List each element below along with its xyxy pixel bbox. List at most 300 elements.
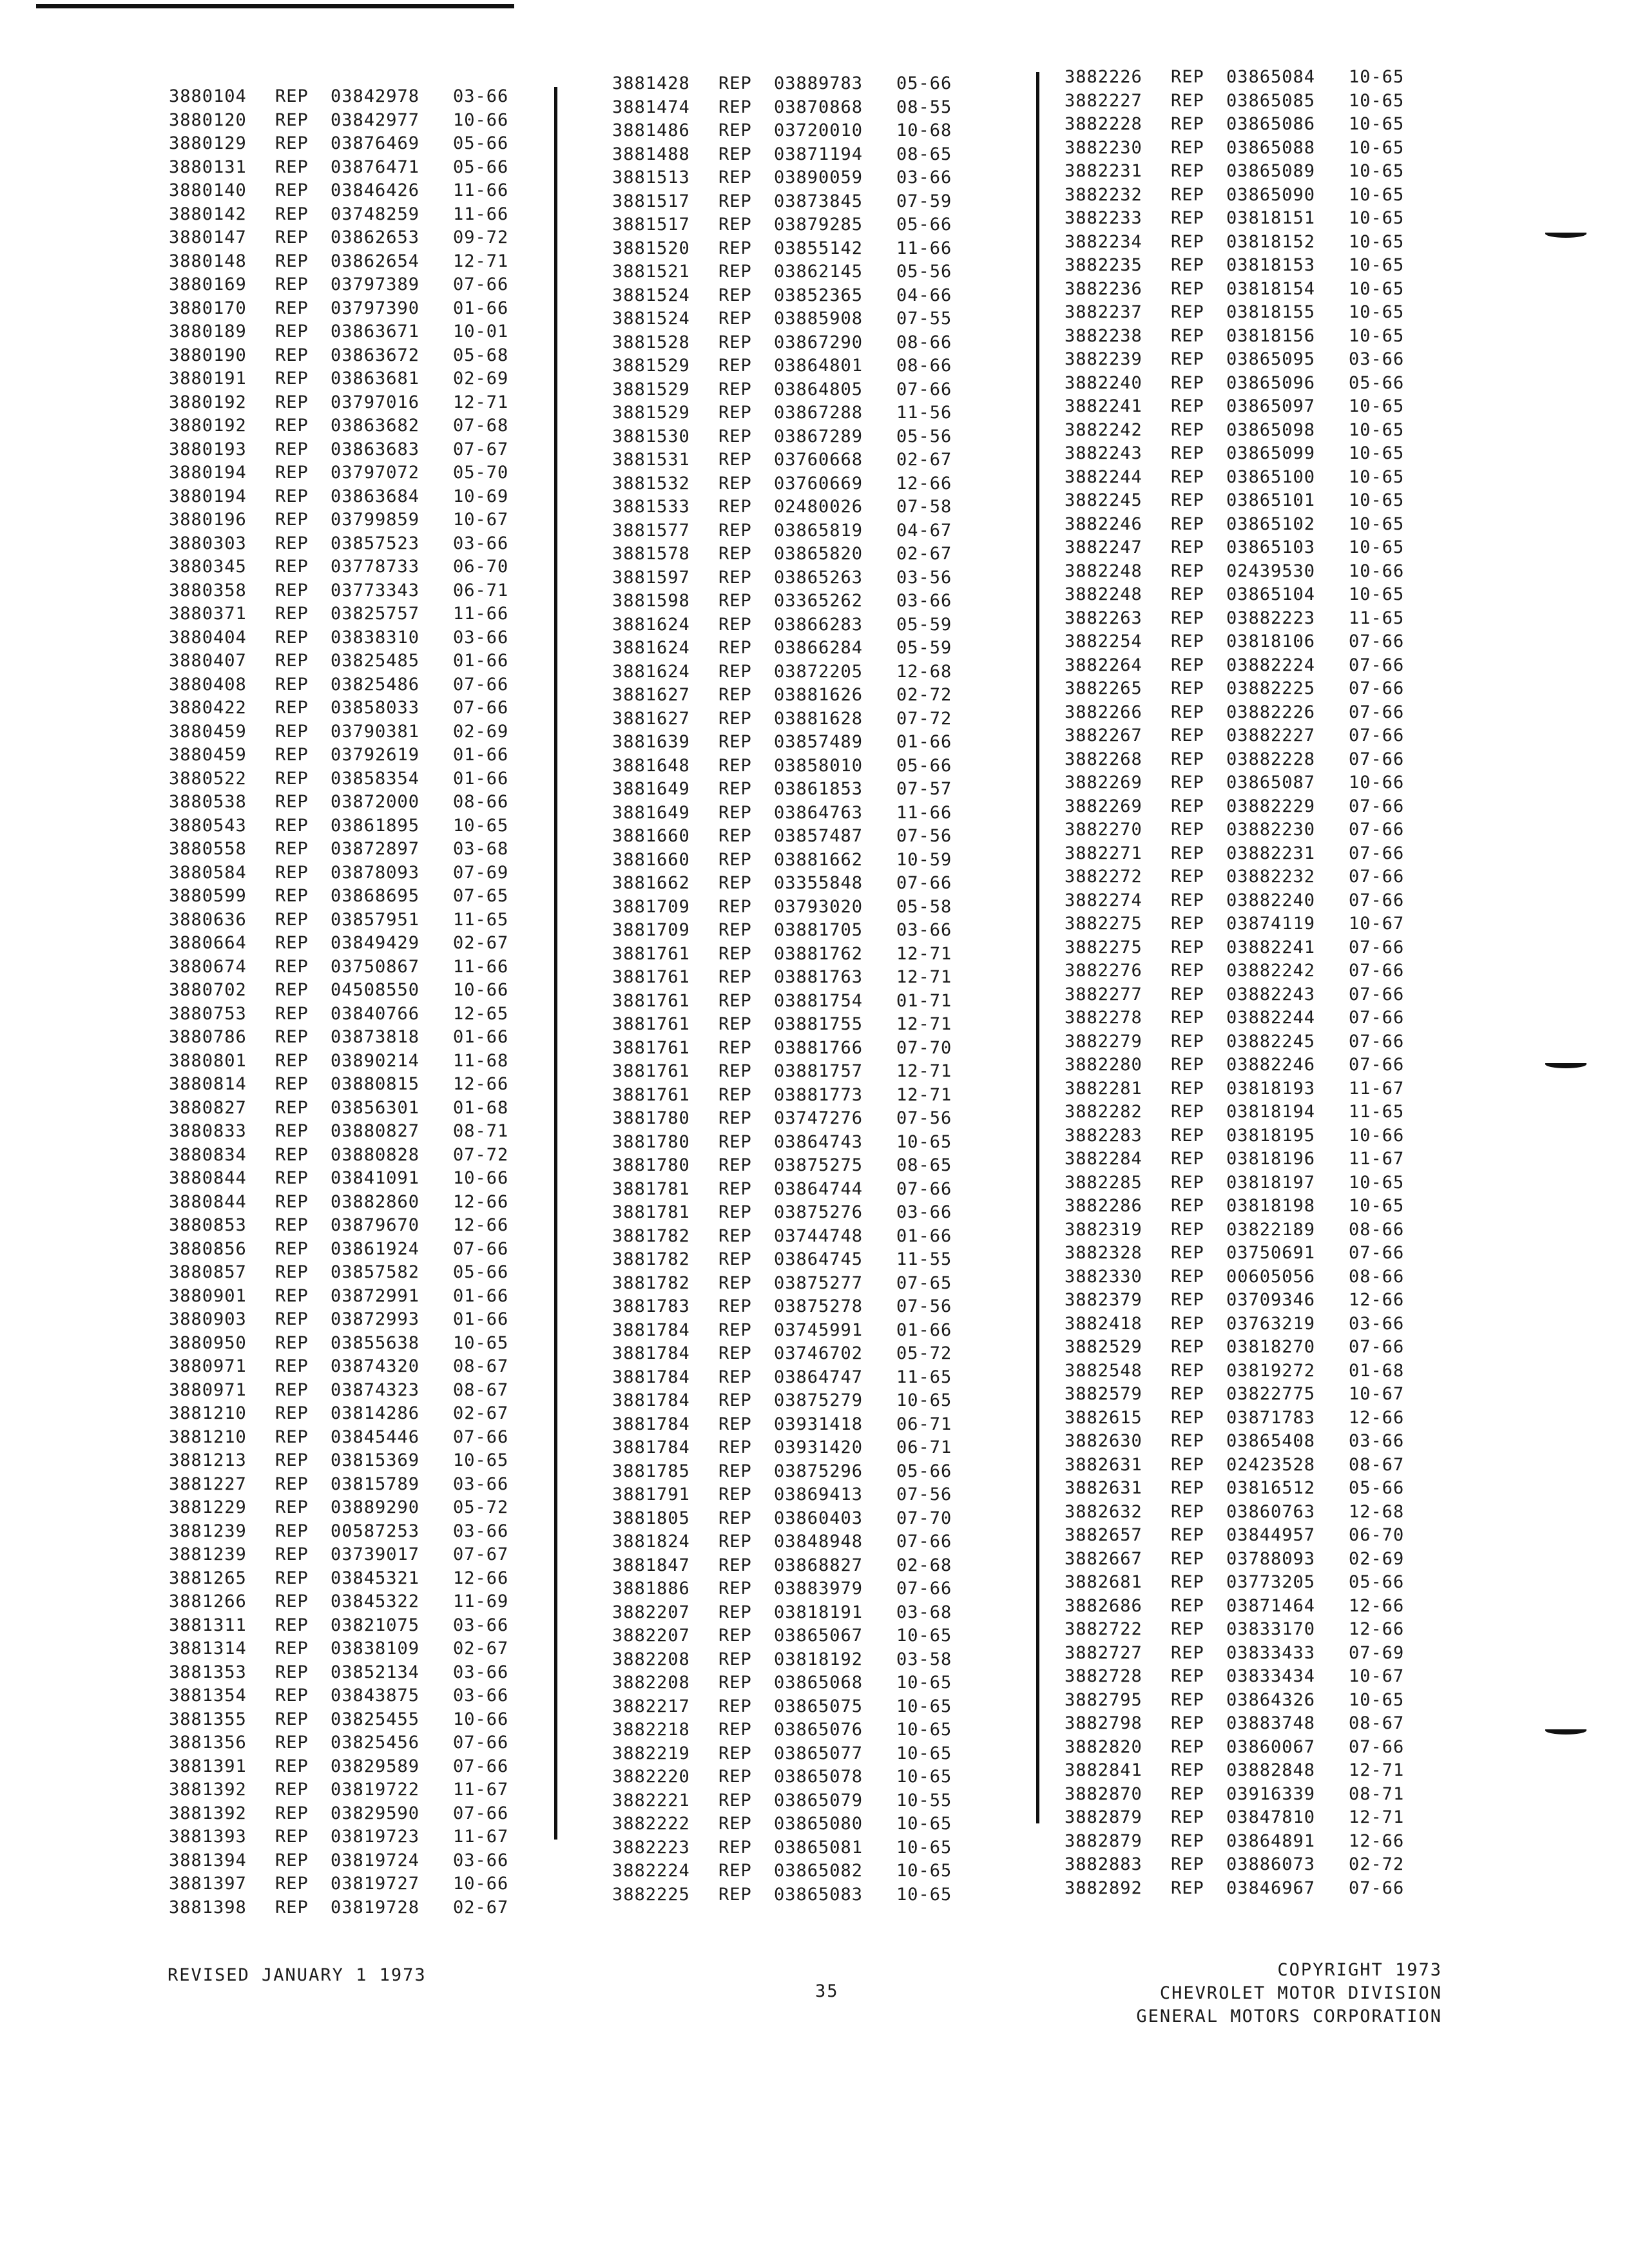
rep-code: REP: [1171, 1572, 1204, 1592]
date-code: 07-55: [896, 309, 952, 329]
rep-code: REP: [1171, 678, 1204, 698]
rep-code: REP: [718, 120, 752, 140]
part-row: [169, 1449, 524, 1473]
part-number: 3882217: [612, 1696, 690, 1716]
rep-code: REP: [718, 1626, 752, 1646]
rep-code: REP: [275, 1027, 309, 1047]
punch-mark: [1545, 233, 1586, 238]
replacement-number: 03750867: [331, 956, 420, 977]
rep-code: REP: [275, 463, 309, 483]
part-row: [1065, 254, 1420, 278]
date-code: 07-66: [896, 873, 952, 893]
replacement-number: 03882243: [1226, 984, 1316, 1004]
part-number: 3881393: [169, 1827, 247, 1847]
date-code: 05-70: [453, 463, 509, 483]
part-number: 3880584: [169, 862, 247, 883]
part-number: 3880844: [169, 1168, 247, 1188]
rep-code: REP: [718, 1649, 752, 1669]
part-number: 3882681: [1065, 1572, 1142, 1592]
date-code: 07-66: [1349, 749, 1405, 769]
part-number: 3882279: [1065, 1031, 1142, 1052]
part-number: 3881524: [612, 285, 690, 305]
part-number: 3880801: [169, 1050, 247, 1071]
date-code: 07-66: [1349, 1055, 1405, 1075]
part-number: 3881624: [612, 614, 690, 635]
part-row: [1065, 184, 1420, 207]
replacement-number: 03865082: [774, 1861, 863, 1881]
part-number: 3881520: [612, 238, 690, 258]
replacement-number: 03815369: [331, 1450, 420, 1470]
part-row: [612, 213, 967, 237]
rep-code: REP: [275, 1427, 309, 1447]
replacement-number: 03833170: [1226, 1619, 1316, 1639]
replacement-number: 03819724: [331, 1850, 420, 1870]
part-number: 3881311: [169, 1615, 247, 1635]
part-row: [1065, 513, 1420, 537]
part-number: 3882579: [1065, 1384, 1142, 1404]
part-number: 3881239: [169, 1521, 247, 1541]
rep-code: REP: [1171, 749, 1204, 769]
replacement-number: 03773343: [331, 580, 420, 601]
part-row: [1065, 583, 1420, 607]
part-number: 3882283: [1065, 1125, 1142, 1146]
rep-code: REP: [275, 1379, 309, 1400]
replacement-number: 03825485: [331, 651, 420, 671]
part-row: [612, 990, 967, 1014]
date-code: 01-66: [453, 298, 509, 318]
date-code: 12-66: [1349, 1831, 1405, 1851]
rep-code: REP: [275, 86, 309, 106]
part-row: [1065, 1360, 1420, 1383]
replacement-number: 03863682: [331, 416, 420, 436]
part-number: 3880903: [169, 1309, 247, 1329]
date-code: 04-67: [896, 520, 952, 541]
part-row: [1065, 325, 1420, 349]
part-number: 3881660: [612, 826, 690, 846]
rep-code: REP: [1171, 208, 1204, 228]
part-number: 3882221: [612, 1790, 690, 1811]
part-number: 3882272: [1065, 867, 1142, 887]
date-code: 07-66: [1349, 820, 1405, 840]
date-code: 07-69: [453, 862, 509, 883]
part-row: [169, 1073, 524, 1097]
replacement-number: 03916339: [1226, 1783, 1316, 1804]
punch-mark: [1545, 1063, 1586, 1068]
rep-code: REP: [718, 168, 752, 187]
rep-code: REP: [275, 1356, 309, 1376]
date-code: 03-66: [896, 1202, 952, 1222]
date-code: 07-66: [1349, 1878, 1405, 1898]
part-number: 3881761: [612, 943, 690, 964]
part-row: [612, 896, 967, 919]
date-code: 09-72: [453, 227, 509, 247]
date-code: 12-65: [453, 1003, 509, 1024]
date-code: 07-66: [453, 274, 509, 294]
rep-code: REP: [275, 1521, 309, 1541]
rep-code: REP: [1171, 90, 1204, 111]
replacement-number: 03879285: [774, 215, 863, 235]
part-number: 3880148: [169, 251, 247, 271]
rep-code: REP: [275, 604, 309, 624]
date-code: 07-66: [1349, 961, 1405, 981]
date-code: 03-66: [453, 86, 509, 106]
part-row: [612, 72, 967, 96]
rep-code: REP: [718, 1790, 752, 1811]
revised-date: REVISED JANUARY 1 1973: [168, 1965, 427, 1985]
rep-code: REP: [275, 1285, 309, 1306]
date-code: 11-66: [896, 238, 952, 258]
date-code: 12-66: [1349, 1595, 1405, 1616]
replacement-number: 03882230: [1226, 820, 1316, 840]
replacement-number: 03825456: [331, 1733, 420, 1753]
rep-code: REP: [718, 1720, 752, 1740]
replacement-number: 03797072: [331, 463, 420, 483]
date-code: 10-65: [1349, 1196, 1405, 1216]
date-code: 07-66: [1349, 1337, 1405, 1357]
rep-code: REP: [275, 1403, 309, 1423]
part-row: [612, 1577, 967, 1601]
replacement-number: 03841091: [331, 1168, 420, 1188]
part-row: [1065, 771, 1420, 795]
part-row: [612, 1154, 967, 1178]
part-row: [169, 1849, 524, 1873]
rep-code: REP: [275, 392, 309, 412]
rep-code: REP: [718, 943, 752, 964]
replacement-number: 03819722: [331, 1780, 420, 1800]
part-row: [612, 1131, 967, 1155]
replacement-number: 03874323: [331, 1379, 420, 1400]
part-row: [169, 1120, 524, 1144]
rep-code: REP: [718, 1861, 752, 1881]
replacement-number: 03864891: [1226, 1831, 1316, 1851]
date-code: 12-66: [896, 473, 952, 494]
part-number: 3880459: [169, 745, 247, 765]
part-row: [169, 1567, 524, 1591]
part-number: 3881529: [612, 356, 690, 376]
part-number: 3880522: [169, 768, 247, 789]
part-row: [169, 649, 524, 673]
date-code: 03-66: [453, 1521, 509, 1541]
replacement-number: 03871464: [1226, 1595, 1316, 1616]
part-row: [169, 1684, 524, 1708]
part-row: [169, 1144, 524, 1168]
part-number: 3882264: [1065, 655, 1142, 675]
part-number: 3882234: [1065, 231, 1142, 252]
part-number: 3881709: [612, 896, 690, 917]
date-code: 10-65: [1349, 466, 1405, 487]
date-code: 07-59: [896, 191, 952, 211]
part-number: 3882892: [1065, 1878, 1142, 1898]
rep-code: REP: [275, 439, 309, 459]
replacement-number: 03799859: [331, 510, 420, 530]
part-number: 3881578: [612, 544, 690, 564]
replacement-number: 03819723: [331, 1827, 420, 1847]
part-row: [612, 1836, 967, 1860]
replacement-number: 03861895: [331, 815, 420, 836]
replacement-number: 03865090: [1226, 184, 1316, 205]
part-number: 3882232: [1065, 184, 1142, 205]
date-code: 12-66: [453, 1074, 509, 1094]
rep-code: REP: [718, 1673, 752, 1693]
replacement-number: 03866283: [774, 614, 863, 635]
rep-code: REP: [1171, 1454, 1204, 1475]
replacement-number: 03864743: [774, 1131, 863, 1152]
rep-code: REP: [718, 779, 752, 799]
date-code: 11-56: [896, 403, 952, 423]
rep-code: REP: [275, 180, 309, 200]
replacement-number: 03746702: [774, 1343, 863, 1363]
rep-code: REP: [1171, 255, 1204, 275]
replacement-number: 03886073: [1226, 1854, 1316, 1874]
rep-code: REP: [1171, 443, 1204, 463]
part-row: [169, 838, 524, 861]
replacement-number: 00587253: [331, 1521, 420, 1541]
date-code: 07-66: [1349, 1008, 1405, 1028]
part-number: 3880371: [169, 604, 247, 624]
part-number: 3881784: [612, 1390, 690, 1410]
part-number: 3882722: [1065, 1619, 1142, 1639]
date-code: 05-68: [453, 345, 509, 365]
part-number: 3882883: [1065, 1854, 1142, 1874]
replacement-number: 03862145: [774, 262, 863, 282]
part-number: 3882870: [1065, 1783, 1142, 1804]
part-row: [169, 602, 524, 626]
date-code: 11-66: [453, 956, 509, 977]
rep-code: REP: [1171, 1595, 1204, 1616]
rep-code: REP: [275, 980, 309, 1000]
date-code: 05-66: [896, 755, 952, 776]
rep-code: REP: [718, 755, 752, 776]
replacement-number: 03822775: [1226, 1384, 1316, 1404]
rep-code: REP: [275, 1850, 309, 1870]
date-code: 07-66: [453, 698, 509, 718]
part-number: 3882270: [1065, 820, 1142, 840]
rep-code: REP: [275, 1827, 309, 1847]
replacement-number: 03883748: [1226, 1713, 1316, 1733]
rep-code: REP: [718, 1320, 752, 1340]
part-row: [1065, 1712, 1420, 1736]
part-row: [169, 1097, 524, 1120]
replacement-number: 03845321: [331, 1568, 420, 1588]
rep-code: REP: [275, 1497, 309, 1517]
date-code: 11-65: [1349, 1102, 1405, 1122]
part-number: 3880358: [169, 580, 247, 601]
rep-code: REP: [1171, 1243, 1204, 1263]
part-row: [1065, 1006, 1420, 1030]
part-number: 3882227: [1065, 90, 1142, 111]
part-row: [1065, 113, 1420, 137]
rep-code: REP: [718, 1108, 752, 1128]
part-number: 3882207: [612, 1602, 690, 1622]
part-row: [612, 1295, 967, 1319]
part-number: 3880702: [169, 980, 247, 1000]
replacement-number: 00605056: [1226, 1266, 1316, 1287]
part-number: 3881791: [612, 1485, 690, 1504]
rep-code: REP: [718, 215, 752, 235]
part-number: 3881761: [612, 990, 690, 1011]
date-code: 10-69: [453, 486, 509, 506]
replacement-number: 03865102: [1226, 514, 1316, 534]
part-number: 3882795: [1065, 1689, 1142, 1710]
part-row: [1065, 536, 1420, 560]
rep-code: REP: [275, 1897, 309, 1917]
part-row: [169, 1238, 524, 1262]
date-code: 10-65: [1349, 114, 1405, 134]
part-row: [612, 566, 967, 590]
part-row: [169, 85, 524, 109]
date-code: 07-66: [1349, 678, 1405, 698]
part-row: [169, 1496, 524, 1520]
replacement-number: 03881762: [774, 943, 863, 964]
rep-code: REP: [275, 486, 309, 506]
replacement-number: 03864747: [774, 1367, 863, 1387]
rep-code: REP: [275, 698, 309, 718]
part-row: [169, 414, 524, 438]
rep-code: REP: [1171, 1807, 1204, 1827]
date-code: 05-66: [1349, 372, 1405, 393]
part-row: [612, 448, 967, 472]
rep-code: REP: [1171, 726, 1204, 745]
part-row: [1065, 1759, 1420, 1783]
replacement-number: 03818197: [1226, 1172, 1316, 1193]
part-number: 3881266: [169, 1591, 247, 1611]
date-code: 08-67: [1349, 1713, 1405, 1733]
rep-code: REP: [1171, 114, 1204, 134]
replacement-number: 03872993: [331, 1309, 420, 1329]
part-row: [612, 1178, 967, 1202]
rep-code: REP: [275, 1121, 309, 1141]
rep-code: REP: [718, 614, 752, 635]
part-number: 3881531: [612, 450, 690, 470]
part-number: 3882233: [1065, 208, 1142, 228]
part-row: [1065, 1806, 1420, 1830]
part-row: [1065, 724, 1420, 748]
rep-code: REP: [1171, 796, 1204, 816]
replacement-number: 03819728: [331, 1897, 420, 1917]
date-code: 05-66: [1349, 1572, 1405, 1592]
date-code: 07-56: [896, 1485, 952, 1504]
part-number: 3882242: [1065, 419, 1142, 440]
date-code: 01-66: [896, 1225, 952, 1246]
date-code: 10-67: [1349, 1384, 1405, 1404]
part-row: [169, 1473, 524, 1497]
rep-code: REP: [718, 1555, 752, 1575]
rep-code: REP: [1171, 1431, 1204, 1451]
replacement-number: 03739017: [331, 1544, 420, 1564]
replacement-number: 03747276: [774, 1108, 863, 1128]
date-code: 08-66: [1349, 1266, 1405, 1287]
rep-code: REP: [718, 1225, 752, 1246]
rep-code: REP: [1171, 1831, 1204, 1851]
date-code: 07-66: [453, 1733, 509, 1753]
date-code: 02-67: [896, 450, 952, 470]
date-code: 05-66: [896, 215, 952, 235]
part-row: [1065, 466, 1420, 490]
rep-code: REP: [275, 956, 309, 977]
part-row: [1065, 1618, 1420, 1642]
replacement-number: 03829589: [331, 1756, 420, 1776]
rep-code: REP: [1171, 1337, 1204, 1357]
date-code: 10-65: [1349, 137, 1405, 158]
replacement-number: 03355848: [774, 873, 863, 893]
part-number: 3880786: [169, 1027, 247, 1047]
date-code: 10-65: [1349, 443, 1405, 463]
part-number: 3882246: [1065, 514, 1142, 534]
part-number: 3881761: [612, 1061, 690, 1081]
date-code: 02-69: [1349, 1548, 1405, 1569]
rep-code: REP: [718, 544, 752, 564]
part-row: [1065, 1830, 1420, 1854]
part-number: 3880664: [169, 933, 247, 953]
rep-code: REP: [275, 1050, 309, 1071]
rep-code: REP: [275, 510, 309, 530]
part-number: 3881781: [612, 1178, 690, 1199]
part-row: [169, 1191, 524, 1215]
date-code: 02-67: [453, 1403, 509, 1423]
rep-code: REP: [275, 651, 309, 671]
rep-code: REP: [718, 1508, 752, 1528]
rep-code: REP: [275, 345, 309, 365]
rep-code: REP: [718, 1249, 752, 1269]
date-code: 05-59: [896, 614, 952, 635]
part-row: [612, 1460, 967, 1484]
part-number: 3881781: [612, 1202, 690, 1222]
replacement-number: 03852134: [331, 1662, 420, 1682]
rep-code: REP: [275, 416, 309, 436]
part-row: [1065, 1265, 1420, 1289]
replacement-number: 03865083: [774, 1884, 863, 1905]
part-row: [169, 179, 524, 203]
part-row: [1065, 748, 1420, 772]
date-code: 07-66: [1349, 1031, 1405, 1052]
date-code: 12-71: [453, 251, 509, 271]
replacement-number: 03890059: [774, 168, 863, 187]
rep-code: REP: [718, 638, 752, 658]
replacement-number: 03865079: [774, 1790, 863, 1811]
part-number: 3882248: [1065, 561, 1142, 581]
part-row: [169, 508, 524, 532]
rep-code: REP: [1171, 325, 1204, 346]
part-row: [169, 461, 524, 485]
part-number: 3882798: [1065, 1713, 1142, 1733]
part-row: [169, 1872, 524, 1896]
date-code: 12-68: [1349, 1501, 1405, 1522]
rep-code: REP: [1171, 820, 1204, 840]
replacement-number: 03882223: [1226, 608, 1316, 628]
rep-code: REP: [718, 1131, 752, 1152]
replacement-number: 03860763: [1226, 1501, 1316, 1522]
rep-code: REP: [1171, 961, 1204, 981]
part-number: 3881210: [169, 1427, 247, 1447]
part-row: [169, 1637, 524, 1661]
date-code: 01-68: [1349, 1360, 1405, 1381]
rep-code: REP: [718, 661, 752, 682]
date-code: 03-66: [453, 1662, 509, 1682]
rep-code: REP: [275, 1450, 309, 1470]
rep-code: REP: [718, 1061, 752, 1081]
rep-code: REP: [718, 1014, 752, 1034]
part-row: [169, 908, 524, 932]
part-number: 3882248: [1065, 584, 1142, 604]
date-code: 01-66: [453, 651, 509, 671]
part-number: 3882268: [1065, 749, 1142, 769]
rep-code: REP: [1171, 372, 1204, 393]
replacement-number: 03889783: [774, 73, 863, 93]
replacement-number: 03881763: [774, 967, 863, 987]
part-row: [1065, 419, 1420, 443]
rep-code: REP: [1171, 302, 1204, 322]
part-number: 3882330: [1065, 1266, 1142, 1287]
